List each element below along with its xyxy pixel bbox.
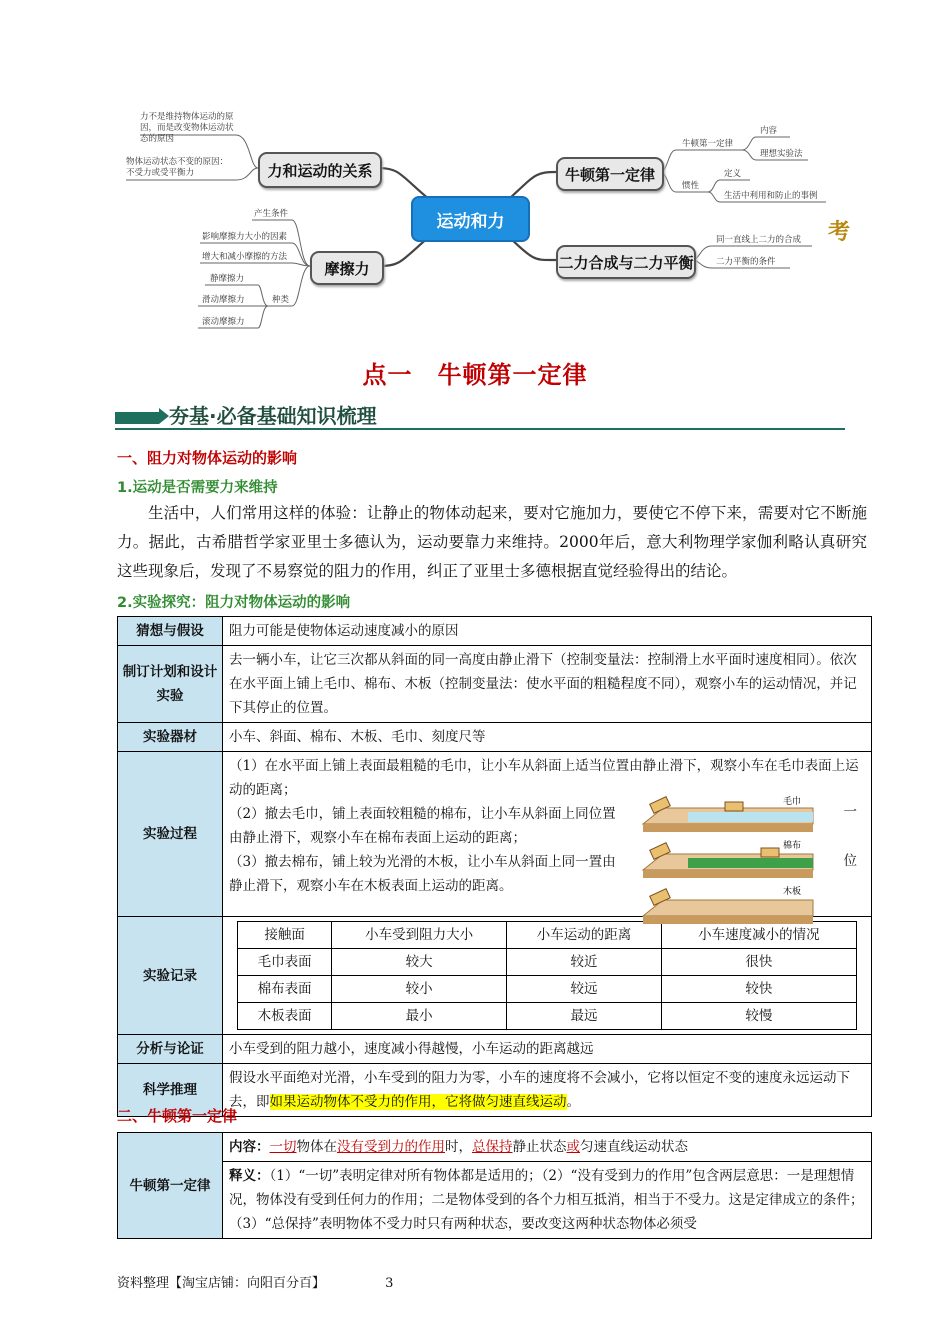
row-header: 实验器材 (118, 723, 223, 752)
record-col-header: 小车速度减小的情况 (661, 922, 856, 949)
page-number: 3 (385, 1276, 394, 1291)
mindmap-node-two-forces: 二力合成与二力平衡 (556, 245, 696, 279)
table-row (118, 1133, 872, 1162)
record-cell-value: 较大 (332, 949, 507, 976)
mindmap-leaf-kinds: 种类 (272, 295, 290, 305)
row-header: 实验记录 (118, 917, 223, 1035)
process-step-3-tail: 位 (843, 853, 857, 869)
mindmap-node-force-motion: 力和运动的关系 (258, 152, 382, 188)
banner-title: 夯基·必备基础知识梳理 (169, 404, 377, 428)
row-content: 去一辆小车，让它三次都从斜面的同一高度由静止滑下（控制变量法：控制滑上水平面时速度相同）。依次在水平面上铺上毛巾、棉布、木板（控制变量法：使水平面的粗糙程度不同），观察小车的运动情况，并记下其停止的位置。 (223, 646, 872, 723)
mindmap-leaf-static-friction: 静摩擦力 (210, 274, 245, 284)
row-content: 假设水平面绝对光滑，小车受到的阻力为零，小车的速度将不会减小，它将以恒定不变的速度永远运动下去，即如果运动物体不受力的作用，它将做匀速直线运动。 (223, 1064, 872, 1117)
mindmap-leaf-state-unchanged: 物体运动状态不变的原因：不受力或受平衡力 (126, 157, 229, 178)
section-title: 点一 牛顿第一定律 (362, 361, 588, 389)
knowledge-banner (115, 400, 845, 430)
footer-text: 资料整理【淘宝店铺：向阳百分百】 (117, 1276, 326, 1291)
heading-1-2: 2.实验探究：阻力对物体运动的影响 (117, 595, 351, 611)
mindmap-center-node: 运动和力 (411, 196, 530, 242)
mindmap-leaf-definition: 定义 (724, 169, 742, 179)
mindmap-node-friction: 摩擦力 (310, 251, 384, 285)
row-header: 科学推理 (118, 1064, 223, 1117)
row-header: 实验过程 (118, 752, 223, 917)
mindmap-leaf-sliding-friction: 滑动摩擦力 (202, 295, 245, 305)
mindmap-leaf-condition: 产生条件 (254, 209, 289, 219)
mindmap-leaf-ideal-experiment: 理想实验法 (760, 149, 803, 159)
footer (117, 1272, 393, 1291)
highlighted-conclusion: 如果运动物体不受力的作用，它将做匀速直线运动 (269, 1094, 567, 1110)
record-cell-value: 最远 (507, 1003, 662, 1030)
record-cell-value: 很快 (661, 949, 856, 976)
mindmap-leaf-composition: 同一直线上二力的合成 (716, 235, 802, 245)
record-cell-value: 木板表面 (238, 1003, 332, 1030)
fig-label-board: 木板 (783, 887, 802, 897)
row-content: 阻力可能是使物体运动速度减小的原因 (223, 617, 872, 646)
paragraph-aristotle: 生活中，人们常用这样的体验：让静止的物体动起来，要对它施加力，要使它不停下来，需要对它不断施力。据此，古希腊哲学家亚里士多德认为，运动要靠力来维持。2000年后，意大利物理学家伽利略认真研究这些现象后，发现了不易察觉的阻力的作用，纠正了亚里士多德根据直觉经验得出的结论。 (117, 504, 867, 580)
experiment-table (117, 616, 872, 1117)
record-row (238, 1003, 857, 1030)
law-content: 内容：一切物体在没有受到力的作用时，总保持静止状态或匀速直线运动状态 (223, 1133, 872, 1162)
heading-1-1: 1.运动是否需要力来维持 (117, 480, 278, 496)
record-cell-value: 毛巾表面 (238, 949, 332, 976)
incline-figure (633, 796, 823, 926)
record-cell-value: 较小 (332, 976, 507, 1003)
mindmap-leaf-content: 内容 (760, 126, 778, 136)
record-cell (223, 917, 872, 1035)
law-explanation: 释义：（1）“一切”表明定律对所有物体都是适用的；（2）“没有受到力的作用”包含两层意思：一是理想情况，物体没有受到任何力的作用；二是物体受到的各个力相互抵消，相当于不受力。这是定律成立的条件；（3）“总保持”表明物体不受力时只有两种状态，要改变这两种状态物体必须受 (223, 1162, 872, 1239)
mindmap-leaf-examples: 生活中利用和防止的事例 (724, 191, 818, 201)
table-row (118, 752, 872, 917)
process-step-2: （2）撤去毛巾，铺上表面较粗糙的棉布，让小车从斜面上同位置由静止滑下，观察小车在棉布表面上运动的距离； (229, 806, 616, 846)
table-row (118, 1162, 872, 1239)
record-cell-value: 较快 (661, 976, 856, 1003)
record-cell-value: 较远 (507, 976, 662, 1003)
table-row (118, 617, 872, 646)
experiment-process-cell (223, 752, 872, 917)
side-mark: 考 (828, 220, 851, 245)
newton-law-table (117, 1132, 872, 1239)
fig-label-cotton: 棉布 (783, 841, 802, 851)
record-col-header: 接触面 (238, 922, 332, 949)
heading-2: 二、牛顿第一定律 (117, 1107, 238, 1125)
table-row (118, 917, 872, 1035)
mindmap-leaf-methods: 增大和减小摩擦的方法 (202, 252, 288, 262)
table-row (118, 646, 872, 723)
process-step-2-tail: 一 (843, 804, 857, 820)
record-cell-value: 最小 (332, 1003, 507, 1030)
record-col-header: 小车受到阻力大小 (332, 922, 507, 949)
record-table (237, 921, 857, 1030)
row-header: 分析与论证 (118, 1035, 223, 1064)
row-header: 猜想与假设 (118, 617, 223, 646)
mindmap-node-newton-law: 牛顿第一定律 (556, 157, 664, 191)
record-cell-value: 较近 (507, 949, 662, 976)
record-cell-value: 较慢 (661, 1003, 856, 1030)
table-row (118, 723, 872, 752)
row-content: 小车、斜面、棉布、木板、毛巾、刻度尺等 (223, 723, 872, 752)
row-header: 牛顿第一定律 (118, 1133, 223, 1239)
row-content: 小车受到的阻力越小，速度减小得越慢，小车运动的距离越远 (223, 1035, 872, 1064)
process-step-3: （3）撤去棉布，铺上较为光滑的木板，让小车从斜面上同一置由静止滑下，观察小车在木板表面上运动的距离。 (229, 854, 616, 894)
table-row (118, 1035, 872, 1064)
row-header: 制订计划和设计实验 (118, 646, 223, 723)
record-cell-value: 棉布表面 (238, 976, 332, 1003)
mindmap-leaf-factors: 影响摩擦力大小的因素 (202, 232, 288, 242)
mindmap-leaf-force-not-cause: 力不是维持物体运动的原因，而是改变物体运动状态的原因 (140, 112, 234, 144)
mindmap-leaf-rolling-friction: 滚动摩擦力 (202, 317, 245, 327)
record-col-header: 小车运动的距离 (507, 922, 662, 949)
process-step-1: （1）在水平面上铺上表面最粗糙的毛巾，让小车从斜面上适当位置由静止滑下，观察小车在毛巾表面上运动的距离； (229, 758, 859, 798)
fig-label-towel: 毛巾 (783, 797, 802, 807)
mindmap-leaf-balance: 二力平衡的条件 (716, 257, 776, 267)
record-row (238, 949, 857, 976)
mindmap-leaf-law: 牛顿第一定律 (682, 139, 734, 149)
mindmap-leaf-inertia: 惯性 (682, 181, 700, 191)
record-row (238, 976, 857, 1003)
heading-1: 一、阻力对物体运动的影响 (117, 449, 298, 467)
